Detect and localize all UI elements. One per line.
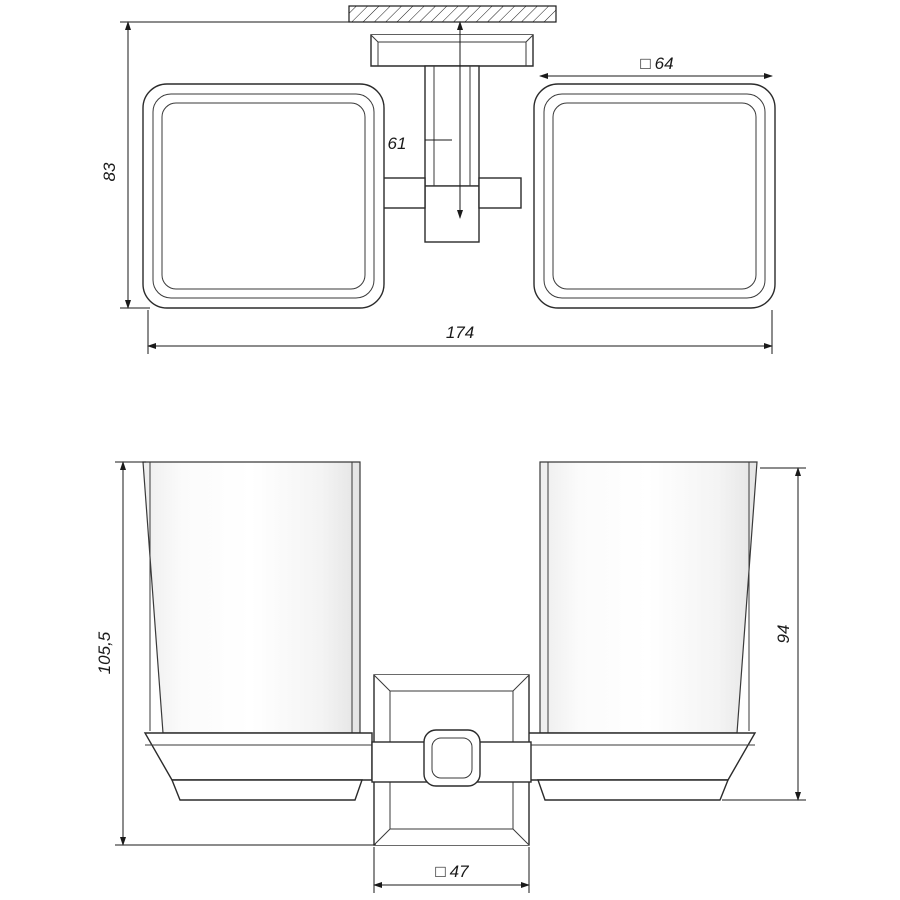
dim-94-label: 94 xyxy=(774,624,793,644)
dim-61-label: 61 xyxy=(387,134,407,153)
dim-174-label: 174 xyxy=(445,323,475,342)
center-post xyxy=(425,66,479,242)
left-glass-plan xyxy=(143,84,384,308)
right-tumbler xyxy=(540,462,757,733)
dim-83-label: 83 xyxy=(100,162,119,182)
dimension-square-64 xyxy=(540,54,772,76)
dim-47-label xyxy=(435,862,469,881)
dim-105-5-label: 105,5 xyxy=(95,631,114,675)
front-view xyxy=(95,462,806,893)
wall-plate xyxy=(371,35,533,66)
right-glass-plan xyxy=(534,84,775,308)
left-holder-ring xyxy=(145,733,372,800)
dim-64-value: 64 xyxy=(654,54,674,73)
right-holder-ring xyxy=(528,733,755,800)
dimension-width-174 xyxy=(148,310,772,354)
square-symbol-64: □ xyxy=(640,54,651,73)
left-tumbler xyxy=(143,462,360,733)
top-view xyxy=(100,6,775,354)
dim-64-label xyxy=(640,54,673,73)
square-symbol-47: □ xyxy=(435,862,446,881)
center-bracket xyxy=(372,675,531,845)
dimension-square-47 xyxy=(374,847,529,893)
dim-47-value: 47 xyxy=(449,862,469,881)
wall-hatch xyxy=(349,6,556,22)
